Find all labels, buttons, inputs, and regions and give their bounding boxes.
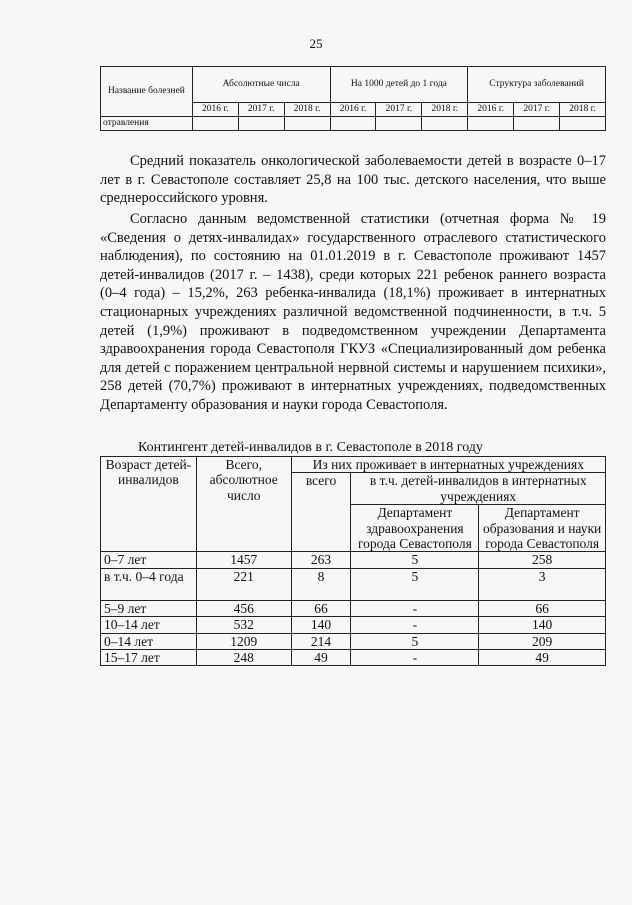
year-header: 2016 г. [468,103,514,117]
header-disease: Название болезней [101,67,193,117]
table-row: в т.ч. 0–4 года 221 8 5 3 [101,568,606,600]
table-row: 0–14 лет 1209 214 5 209 [101,633,606,649]
header-absolute: Абсолютные числа [192,67,330,103]
disabled-children-table [100,456,606,666]
page-number: 25 [309,36,323,51]
paragraph-oncology [100,152,606,208]
year-header: 2018 г. [560,103,606,117]
header-health-dept: Департамент здравоохранения города Севастополя [351,505,479,552]
table-row: 15–17 лет 248 49 - 49 [101,650,606,666]
year-header: 2018 г. [422,103,468,117]
table-row: 10–14 лет 532 140 - 140 [101,617,606,633]
header-all: всего [291,473,351,552]
year-header: 2017 г. [376,103,422,117]
table-row: 5–9 лет 456 66 - 66 [101,600,606,616]
year-header: 2016 г. [330,103,376,117]
paragraph-text: Средний показатель онкологической заболеваемости детей в возрасте 0–17 лет в г. Севастополе составляет 25,8 на 100 тыс. детского населения, что выше среднероссийского уровня. [100,153,606,207]
header-subgroup: в т.ч. детей-инвалидов в интернатных учреждениях [351,473,606,505]
year-header: 2017 г. [514,103,560,117]
paragraph-text: Согласно данным ведомственной статистики (отчетная форма № 19 «Сведения о детях-инвалидах» государственного отраслевого статистического наблюдения), по состоянию на 01.01.2019 в г. Севастополе проживают 1457 детей-инвалидов (2017 г. – 1438), среди которых 221 ребенок раннего возраста (0–4 года) – 15,2%, 263 ребенка-инвалида (18,1%) проживает в интернатных стационарных учреждениях различной ведомственной подчиненности, в т.ч. 5 детей (1,9%) проживают в подведомственном учреждении Департамента здравоохранения города Севастополя ГКУЗ «Специализированный дом ребенка для детей с поражением центральной нервной системы и нарушением психики», 258 детей (70,7%) проживают в интернатных учреждениях, подведомственных Департаменту образования и науки города Севастополя. [100,211,606,413]
table-caption: Контингент детей-инвалидов в г. Севастополе в 2018 году [138,440,483,455]
disease-table [100,66,606,131]
header-group: Из них проживает в интернатных учреждениях [291,457,605,473]
year-header: 2017 г. [238,103,284,117]
year-header: 2018 г. [284,103,330,117]
header-age: Возраст детей-инвалидов [101,457,197,552]
header-structure: Структура заболеваний [468,67,606,103]
header-total: Всего, абсолютное число [196,457,291,552]
header-per-1000: На 1000 детей до 1 года [330,67,468,103]
year-header: 2016 г. [192,103,238,117]
row-label: отравления [101,117,193,131]
table-row: 0–7 лет 1457 263 5 258 [101,552,606,568]
header-edu-dept: Департамент образования и науки города Севастополя [479,505,606,552]
paragraph-disabled-children [100,210,606,415]
